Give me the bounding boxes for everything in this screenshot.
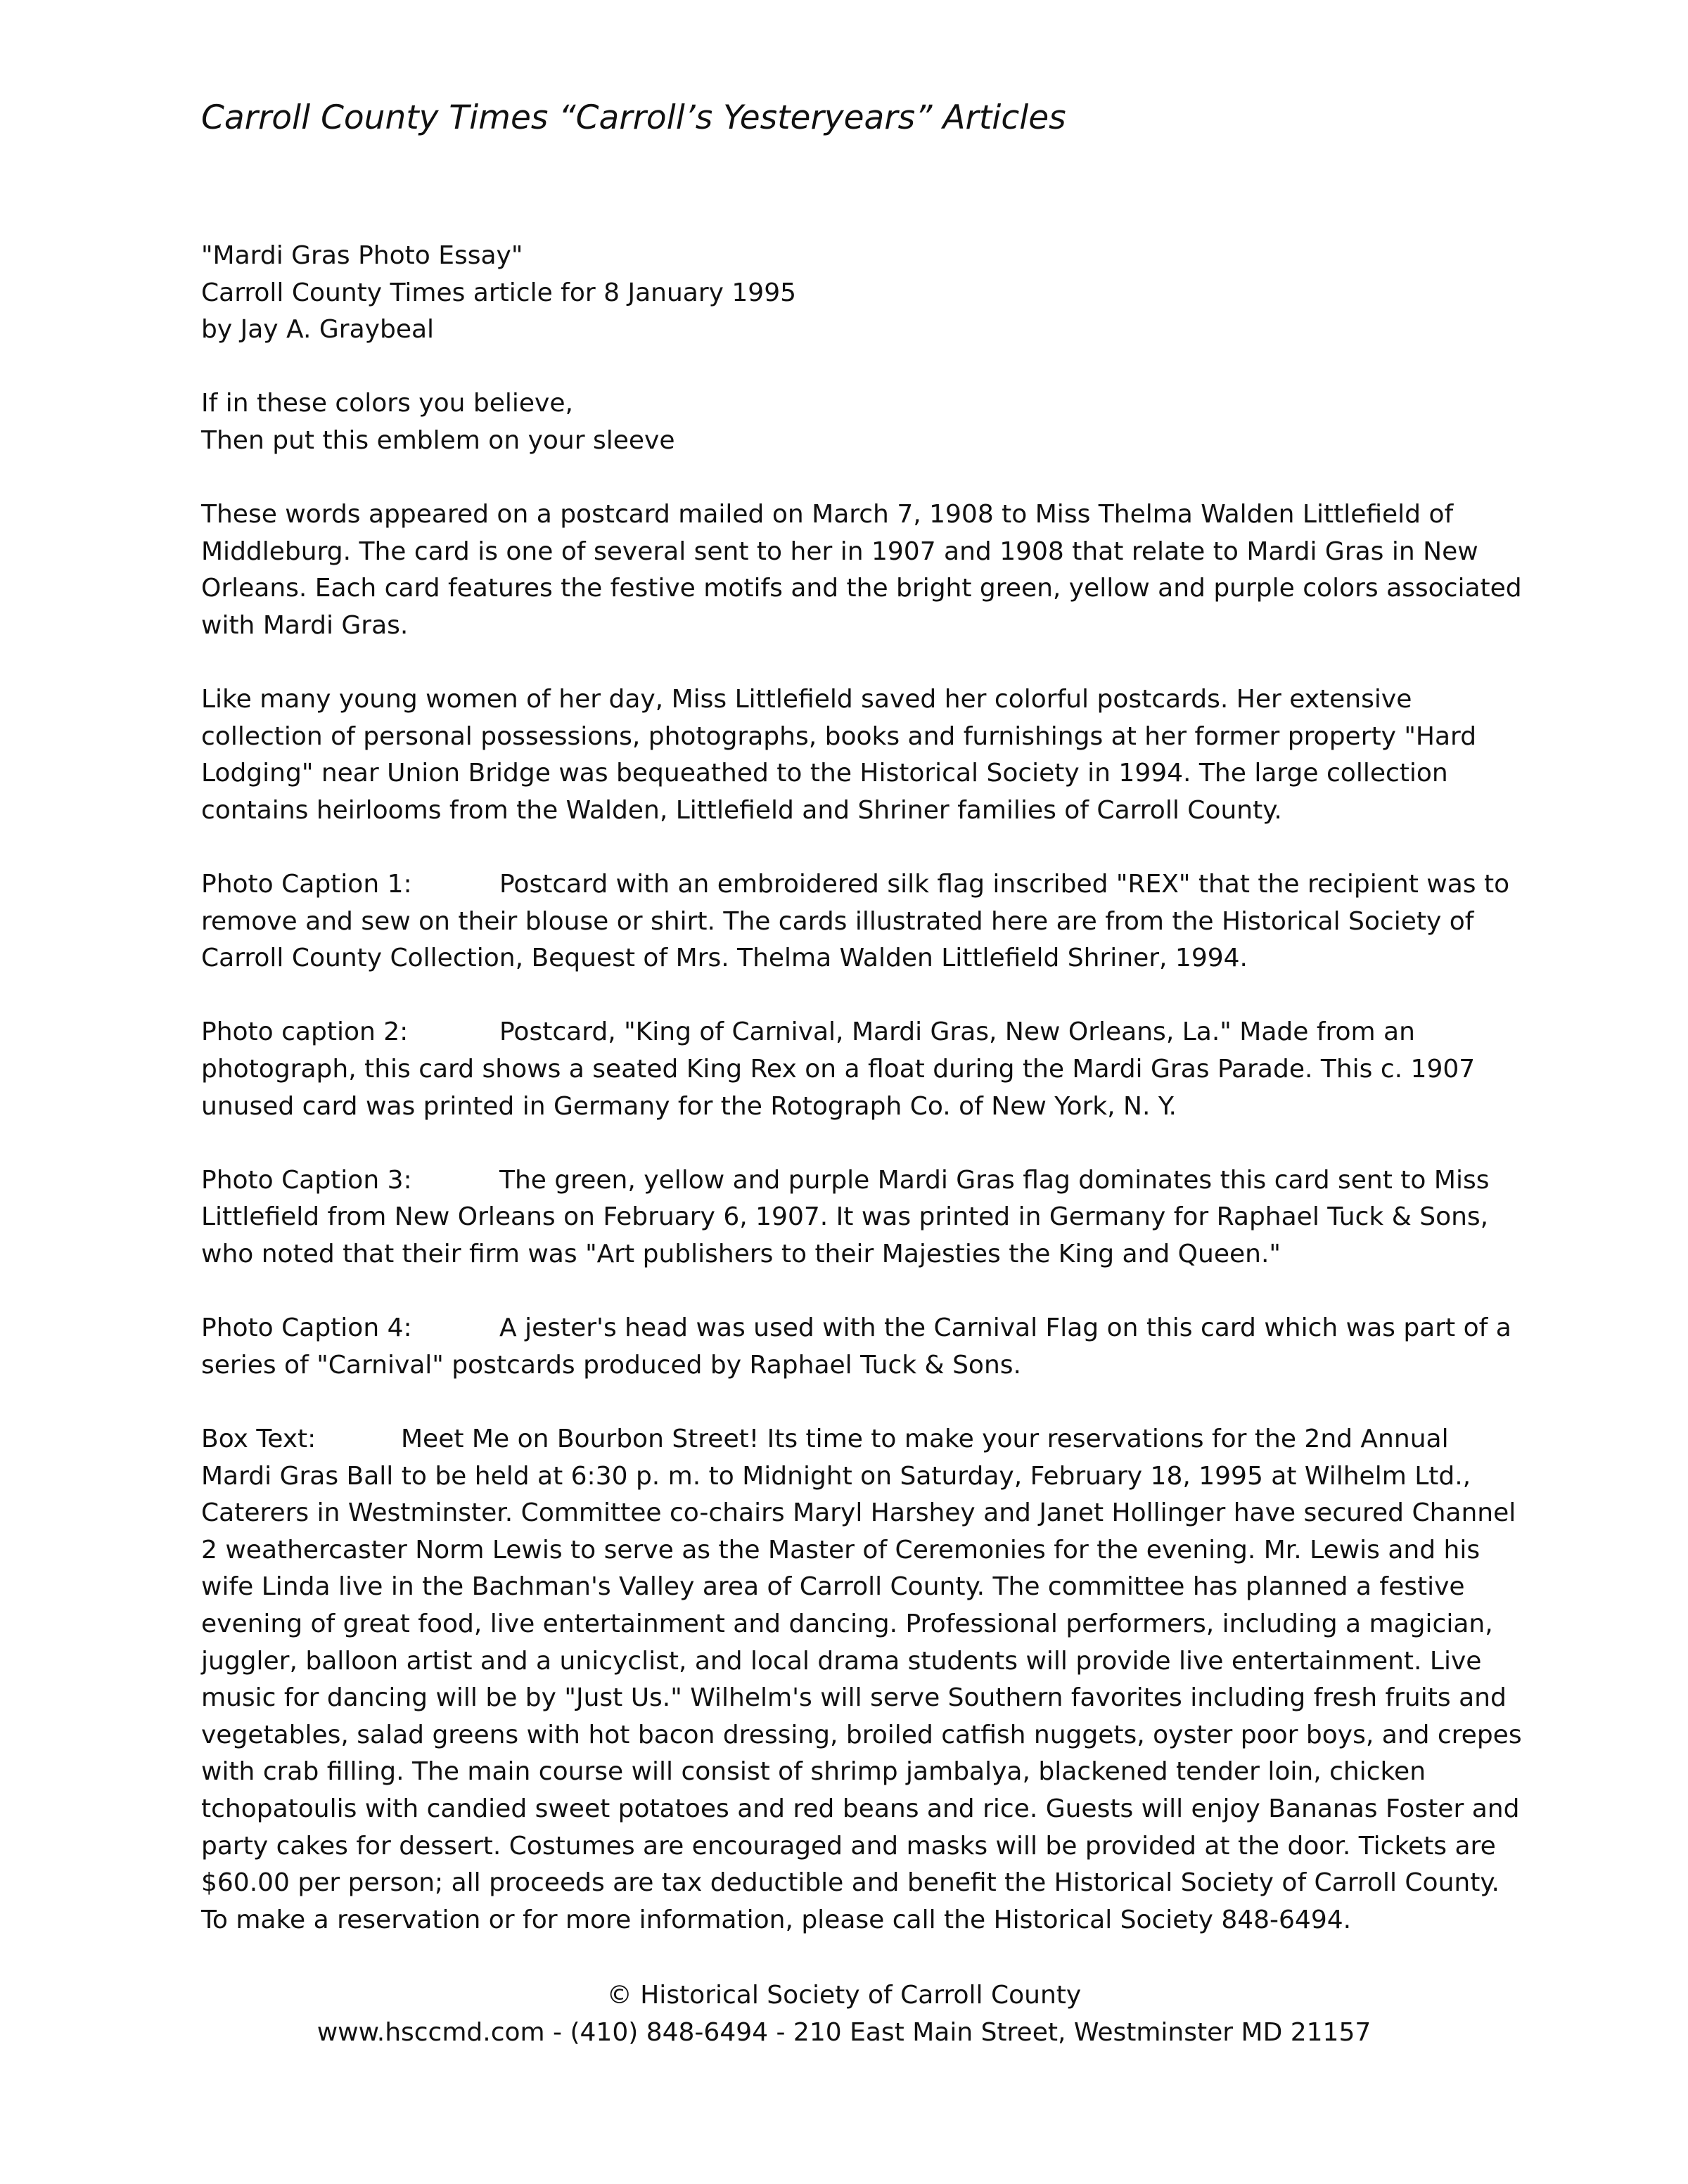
box-text-line: with crab filling. The main course will consist of shrimp jambalya, blackened tender loin, chicken — [201, 1757, 1426, 1787]
article-publication: Carroll County Times article for 8 January 1995 — [201, 278, 796, 307]
caption-label: Photo Caption 3: — [201, 1165, 412, 1195]
box-text-line: juggler, balloon artist and a unicyclist, and local drama students will provide live entertainment. Live — [201, 1646, 1482, 1676]
paragraph-line: These words appeared on a postcard mailed on March 7, 1908 to Miss Thelma Walden Littlefield of — [201, 500, 1454, 529]
caption-label: Photo Caption 4: — [201, 1313, 412, 1343]
box-text-line: Caterers in Westminster. Committee co-chairs Maryl Harshey and Janet Hollinger have secured Channel — [201, 1498, 1516, 1528]
caption-line: Carroll County Collection, Bequest of Mrs. Thelma Walden Littlefield Shriner, 1994. — [201, 944, 1248, 973]
paragraph-line: contains heirlooms from the Walden, Littlefield and Shriner families of Carroll County. — [201, 795, 1282, 825]
paragraph-line: Like many young women of her day, Miss Littlefield saved her colorful postcards. Her extensive — [201, 685, 1412, 714]
verse-line: If in these colors you believe, — [201, 389, 573, 418]
box-text-line: $60.00 per person; all proceeds are tax deductible and benefit the Historical Society of Carroll County. — [201, 1868, 1500, 1898]
photo-caption-2 — [201, 1014, 1495, 1125]
caption-line: remove and sew on their blouse or shirt. The cards illustrated here are from the Historical Society of — [201, 906, 1474, 936]
paragraph-line: Lodging" near Union Bridge was bequeathed to the Historical Society in 1994. The large collection — [201, 759, 1448, 788]
paragraph-line: with Mardi Gras. — [201, 610, 409, 640]
box-label: Box Text: — [201, 1425, 316, 1453]
caption-text: A jester's head was used with the Carnival Flag on this card which was part of a — [499, 1313, 1511, 1343]
caption-line: Littlefield from New Orleans on February 6, 1907. It was printed in Germany for Raphael Tuck & Sons, — [201, 1202, 1489, 1232]
footer-contact: www.hsccmd.com - (410) 848-6494 - 210 East Main Street, Westminster MD 21157 — [316, 2017, 1372, 2047]
caption-label: Photo caption 2: — [201, 1017, 409, 1047]
caption-text: Postcard with an embroidered silk flag inscribed "REX" that the recipient was to — [499, 870, 1510, 899]
box-text-line: wife Linda live in the Bachman's Valley area of Carroll County. The committee has planned a festive — [201, 1572, 1465, 1602]
photo-caption-3 — [201, 1162, 1495, 1273]
paragraph-line: Middleburg. The card is one of several sent to her in 1907 and 1908 that relate to Mardi Gras in New — [201, 537, 1478, 566]
verse — [201, 385, 1495, 459]
article-body — [201, 238, 1522, 1976]
box-text-line: party cakes for dessert. Costumes are encouraged and masks will be provided at the door. Tickets are — [201, 1831, 1496, 1861]
article-title: "Mardi Gras Photo Essay" — [201, 241, 523, 270]
caption-label: Photo Caption 1: — [201, 870, 412, 899]
box-text-line: 2 weathercaster Norm Lewis to serve as the Master of Ceremonies for the evening. Mr. Lewis and his — [201, 1535, 1481, 1565]
caption-line: photograph, this card shows a seated King Rex on a float during the Mardi Gras Parade. This c. 1907 — [201, 1055, 1476, 1084]
box-text-line: To make a reservation or for more information, please call the Historical Society 848-6494. — [201, 1905, 1352, 1934]
caption-line: unused card was printed in Germany for the Rotograph Co. of New York, N. Y. — [201, 1091, 1177, 1121]
caption-line: series of "Carnival" postcards produced by Raphael Tuck & Sons. — [201, 1350, 1021, 1380]
page-footer — [0, 1977, 1688, 2051]
box-text-line: Mardi Gras Ball to be held at 6:30 p. m. to Midnight on Saturday, February 18, 1995 at Wilhelm Ltd., — [201, 1461, 1471, 1491]
paragraph-postcard — [201, 496, 1522, 644]
verse-line: Then put this emblem on your sleeve — [201, 425, 675, 455]
caption-text: The green, yellow and purple Mardi Gras flag dominates this card sent to Miss — [499, 1165, 1490, 1195]
article-heading-block — [201, 238, 1495, 349]
photo-caption-4 — [201, 1310, 1511, 1384]
caption-text: Postcard, "King of Carnival, Mardi Gras, New Orleans, La." Made from an — [499, 1017, 1415, 1047]
paragraph-line: collection of personal possessions, photographs, books and furnishings at her former property "Hard — [201, 721, 1477, 751]
box-text-line: vegetables, salad greens with hot bacon dressing, broiled catfish nuggets, oyster poor boys, and crepes — [201, 1720, 1522, 1749]
box-text — [201, 1421, 1522, 1939]
photo-caption-1 — [201, 866, 1510, 977]
box-text-line: Meet Me on Bourbon Street! Its time to make your reservations for the 2nd Annual — [401, 1425, 1449, 1453]
caption-line: who noted that their firm was "Art publishers to their Majesties the King and Queen." — [201, 1240, 1281, 1269]
paragraph-collection — [201, 681, 1495, 829]
box-text-line: evening of great food, live entertainment and dancing. Professional performers, including a magician, — [201, 1609, 1493, 1638]
box-text-line: tchopatoulis with candied sweet potatoes and red beans and rice. Guests will enjoy Bananas Foster and — [201, 1794, 1520, 1823]
article-byline: by Jay A. Graybeal — [201, 315, 435, 345]
paragraph-line: Orleans. Each card features the festive motifs and the bright green, yellow and purple colors associated — [201, 574, 1522, 603]
series-title: Carroll County Times “Carroll’s Yesteryears” Articles — [201, 98, 1066, 137]
footer-copyright: © Historical Society of Carroll County — [606, 1981, 1082, 2010]
box-text-line: music for dancing will be by "Just Us." Wilhelm's will serve Southern favorites including fresh fruits and — [201, 1683, 1507, 1713]
